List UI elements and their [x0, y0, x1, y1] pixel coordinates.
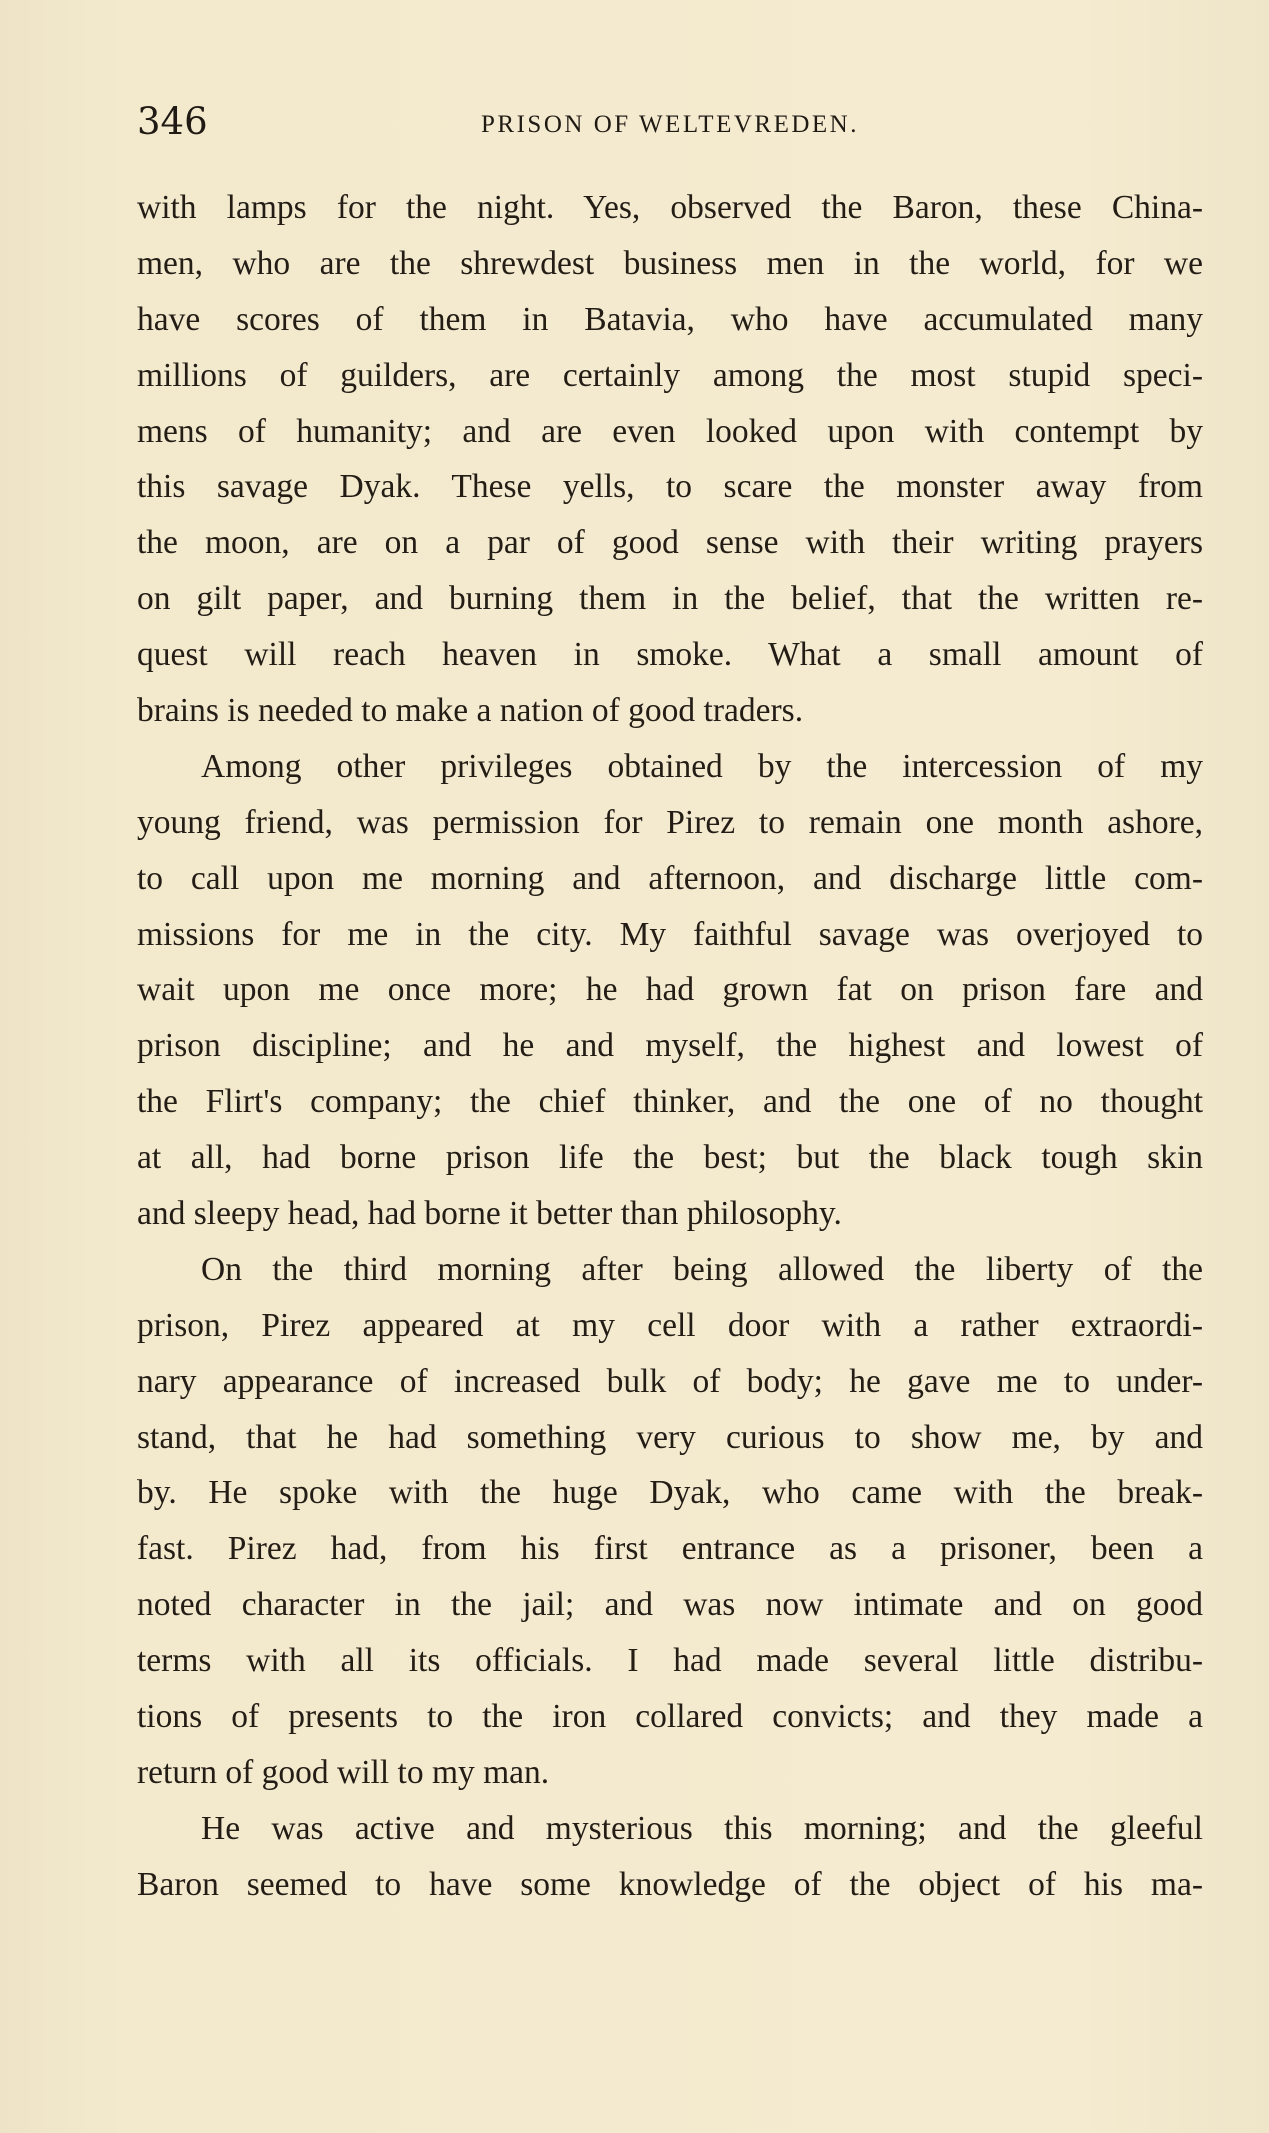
text-line: mens of humanity; and are even looked upon with contempt by — [137, 412, 1203, 450]
text-line: and sleepy head, had borne it better than philosophy. — [137, 1195, 842, 1233]
text-line: to call upon me morning and afternoon, and discharge little com- — [137, 859, 1203, 897]
text-line: fast. Pirez had, from his first entrance as a prisoner, been a — [137, 1530, 1203, 1568]
text-line: prison, Pirez appeared at my cell door with a rather extraordi- — [137, 1306, 1203, 1344]
text-line: have scores of them in Batavia, who have accumulated many — [137, 300, 1203, 338]
text-line: terms with all its officials. I had made several little distribu- — [137, 1642, 1203, 1680]
text-line: this savage Dyak. These yells, to scare the monster away from — [137, 468, 1203, 506]
text-line: nary appearance of increased bulk of body; he gave me to under- — [137, 1362, 1203, 1400]
text-line: young friend, was permission for Pirez to remain one month ashore, — [137, 803, 1203, 841]
text-line: brains is needed to make a nation of good traders. — [137, 692, 804, 730]
text-line: He was active and mysterious this morning; and the gleeful — [201, 1809, 1203, 1847]
page-number: 346 — [137, 100, 208, 143]
text-line: the Flirt's company; the chief thinker, and the one of no thought — [137, 1083, 1203, 1121]
text-line: prison discipline; and he and myself, the highest and lowest of — [137, 1027, 1203, 1065]
text-line: stand, that he had something very curious to show me, by and — [137, 1418, 1203, 1456]
text-line: noted character in the jail; and was now intimate and on good — [137, 1586, 1203, 1624]
text-line: by. He spoke with the huge Dyak, who came with the break- — [137, 1474, 1203, 1512]
body-text — [137, 180, 1203, 1913]
text-line: men, who are the shrewdest business men in the world, for we — [137, 244, 1203, 282]
text-line: on gilt paper, and burning them in the belief, that the written re- — [137, 580, 1203, 618]
running-head: PRISON OF WELTEVREDEN. — [481, 111, 859, 138]
text-line: On the third morning after being allowed the liberty of the — [201, 1250, 1203, 1288]
text-line: wait upon me once more; he had grown fat on prison fare and — [137, 971, 1203, 1009]
page-header — [137, 102, 1203, 142]
text-line: millions of guilders, are certainly among the most stupid speci- — [137, 356, 1203, 394]
text-line: Baron seemed to have some knowledge of the object of his ma- — [137, 1865, 1203, 1903]
text-line: return of good will to my man. — [137, 1753, 550, 1791]
text-line: with lamps for the night. Yes, observed the Baron, these China- — [137, 189, 1203, 226]
text-line: Among other privileges obtained by the intercession of my — [201, 747, 1203, 785]
text-line: tions of presents to the iron collared convicts; and they made a — [137, 1698, 1203, 1736]
text-line: missions for me in the city. My faithful savage was overjoyed to — [137, 915, 1203, 953]
text-line: quest will reach heaven in smoke. What a small amount of — [137, 636, 1203, 674]
text-line: the moon, are on a par of good sense with their writing prayers — [137, 524, 1203, 562]
text-line: at all, had borne prison life the best; but the black tough skin — [137, 1139, 1203, 1177]
